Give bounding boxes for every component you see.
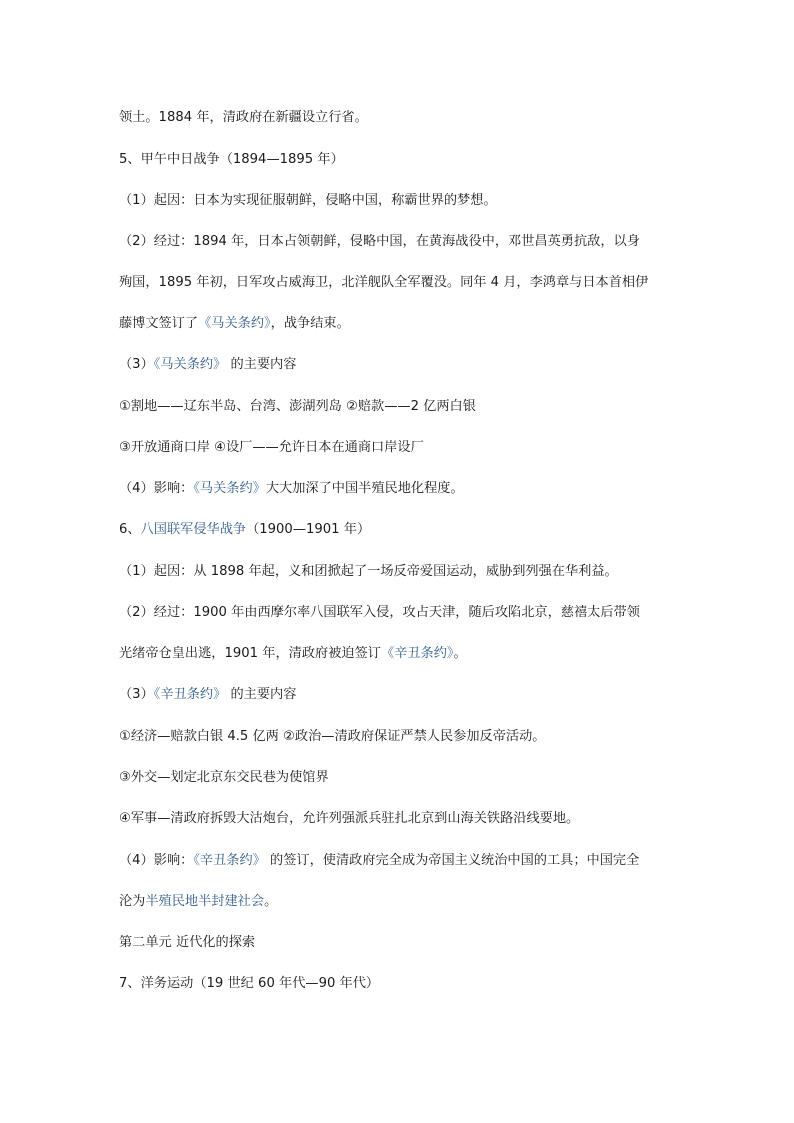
text-line-14 (119, 644, 699, 664)
text-line-16 (119, 727, 699, 747)
term-link-semi-colonial[interactable]: 半殖民地半封建社会 (145, 894, 265, 909)
line-text: ③外交—划定北京东交民巷为使馆界 (119, 770, 329, 785)
line-text: （3） (119, 687, 154, 702)
unit-heading-2 (119, 933, 699, 953)
treaty-link-xinchou[interactable]: 《辛丑条约》 (153, 687, 227, 702)
line-text: 大大加深了中国半殖民地化程度。 (265, 481, 464, 496)
text-line-7 (119, 355, 699, 375)
line-text: （2）经过：1894 年，日本占领朝鲜，侵略中国，在黄海战役中，邓世昌英勇抗敌，以身 (119, 234, 640, 249)
section-heading-7 (119, 974, 699, 994)
text-line-9 (119, 438, 699, 458)
text-line-19 (119, 851, 699, 871)
line-text: 的签订，使清政府完全成为帝国主义统治中国的工具；中国完全 (265, 853, 640, 868)
line-text: 的主要内容 (226, 687, 297, 702)
text-line-10 (119, 479, 699, 499)
line-text: ，战争结束。 (270, 316, 350, 331)
text-line-4 (119, 232, 699, 252)
text-line-18 (119, 809, 699, 829)
line-text: 7、洋务运动（19 世纪 60 年代—90 年代） (119, 976, 380, 991)
war-link-eight-nation[interactable]: 八国联军侵华战争 (140, 522, 247, 537)
text-line-1 (119, 108, 699, 128)
section-heading-5 (119, 150, 699, 170)
text-line-5 (119, 273, 699, 293)
line-text: 6、 (119, 522, 141, 537)
line-text: 沦为 (119, 894, 146, 909)
line-text: （4）影响： (119, 853, 194, 868)
line-text: 光绪帝仓皇出逃，1901 年，清政府被迫签订 (119, 646, 381, 661)
line-text: ①经济—赔款白银 4.5 亿两 ②政治—清政府保证严禁人民参加反帝活动。 (119, 729, 546, 744)
line-text: （2）经过：1900 年由西摩尔率八国联军入侵，攻占天津，随后攻陷北京，慈禧太后带领 (119, 605, 640, 620)
line-text: ④军事—清政府拆毁大沽炮台，允许列强派兵驻扎北京到山海关铁路沿线要地。 (119, 811, 580, 826)
treaty-link-maguan[interactable]: 《马关条约》 (198, 316, 271, 331)
line-text: （1900—1901 年） (246, 522, 371, 537)
text-line-20 (119, 892, 699, 912)
text-line-13 (119, 603, 699, 623)
section-heading-6 (119, 520, 699, 540)
line-text: 5、甲午中日战争（1894—1895 年） (119, 152, 344, 167)
text-line-17 (119, 768, 699, 788)
line-text: ③开放通商口岸 ④设厂——允许日本在通商口岸设厂 (119, 440, 424, 455)
line-text: （3） (119, 357, 154, 372)
treaty-link-maguan[interactable]: 《马关条约》 (193, 481, 266, 496)
line-text: （4）影响： (119, 481, 194, 496)
line-text: 殉国，1895 年初，日军攻占威海卫，北洋舰队全军覆没。同年 4 月，李鸿章与日本首相伊 (119, 275, 649, 290)
line-text: 。 (264, 894, 278, 909)
text-line-15 (119, 685, 699, 705)
text-line-6 (119, 314, 699, 334)
line-text: 的主要内容 (226, 357, 297, 372)
text-line-3 (119, 191, 699, 211)
line-text: ①割地——辽东半岛、台湾、澎湖列岛 ②赔款——2 亿两白银 (119, 399, 476, 414)
treaty-link-xinchou[interactable]: 《辛丑条约》 (380, 646, 454, 661)
line-text: 第二单元 近代化的探索 (119, 935, 256, 950)
line-text: 领土。1884 年，清政府在新疆设立行省。 (119, 110, 368, 125)
line-text: 。 (453, 646, 467, 661)
line-text: （1）起因：从 1898 年起，义和团掀起了一场反帝爱国运动，威胁到列强在华利益。 (119, 564, 618, 579)
line-text: 藤博文签订了 (119, 316, 199, 331)
text-line-12 (119, 562, 699, 582)
line-text: （1）起因：日本为实现征服朝鲜，侵略中国，称霸世界的梦想。 (119, 193, 497, 208)
text-line-8 (119, 397, 699, 417)
treaty-link-xinchou[interactable]: 《辛丑条约》 (193, 853, 266, 868)
treaty-link-maguan[interactable]: 《马关条约》 (153, 357, 227, 372)
